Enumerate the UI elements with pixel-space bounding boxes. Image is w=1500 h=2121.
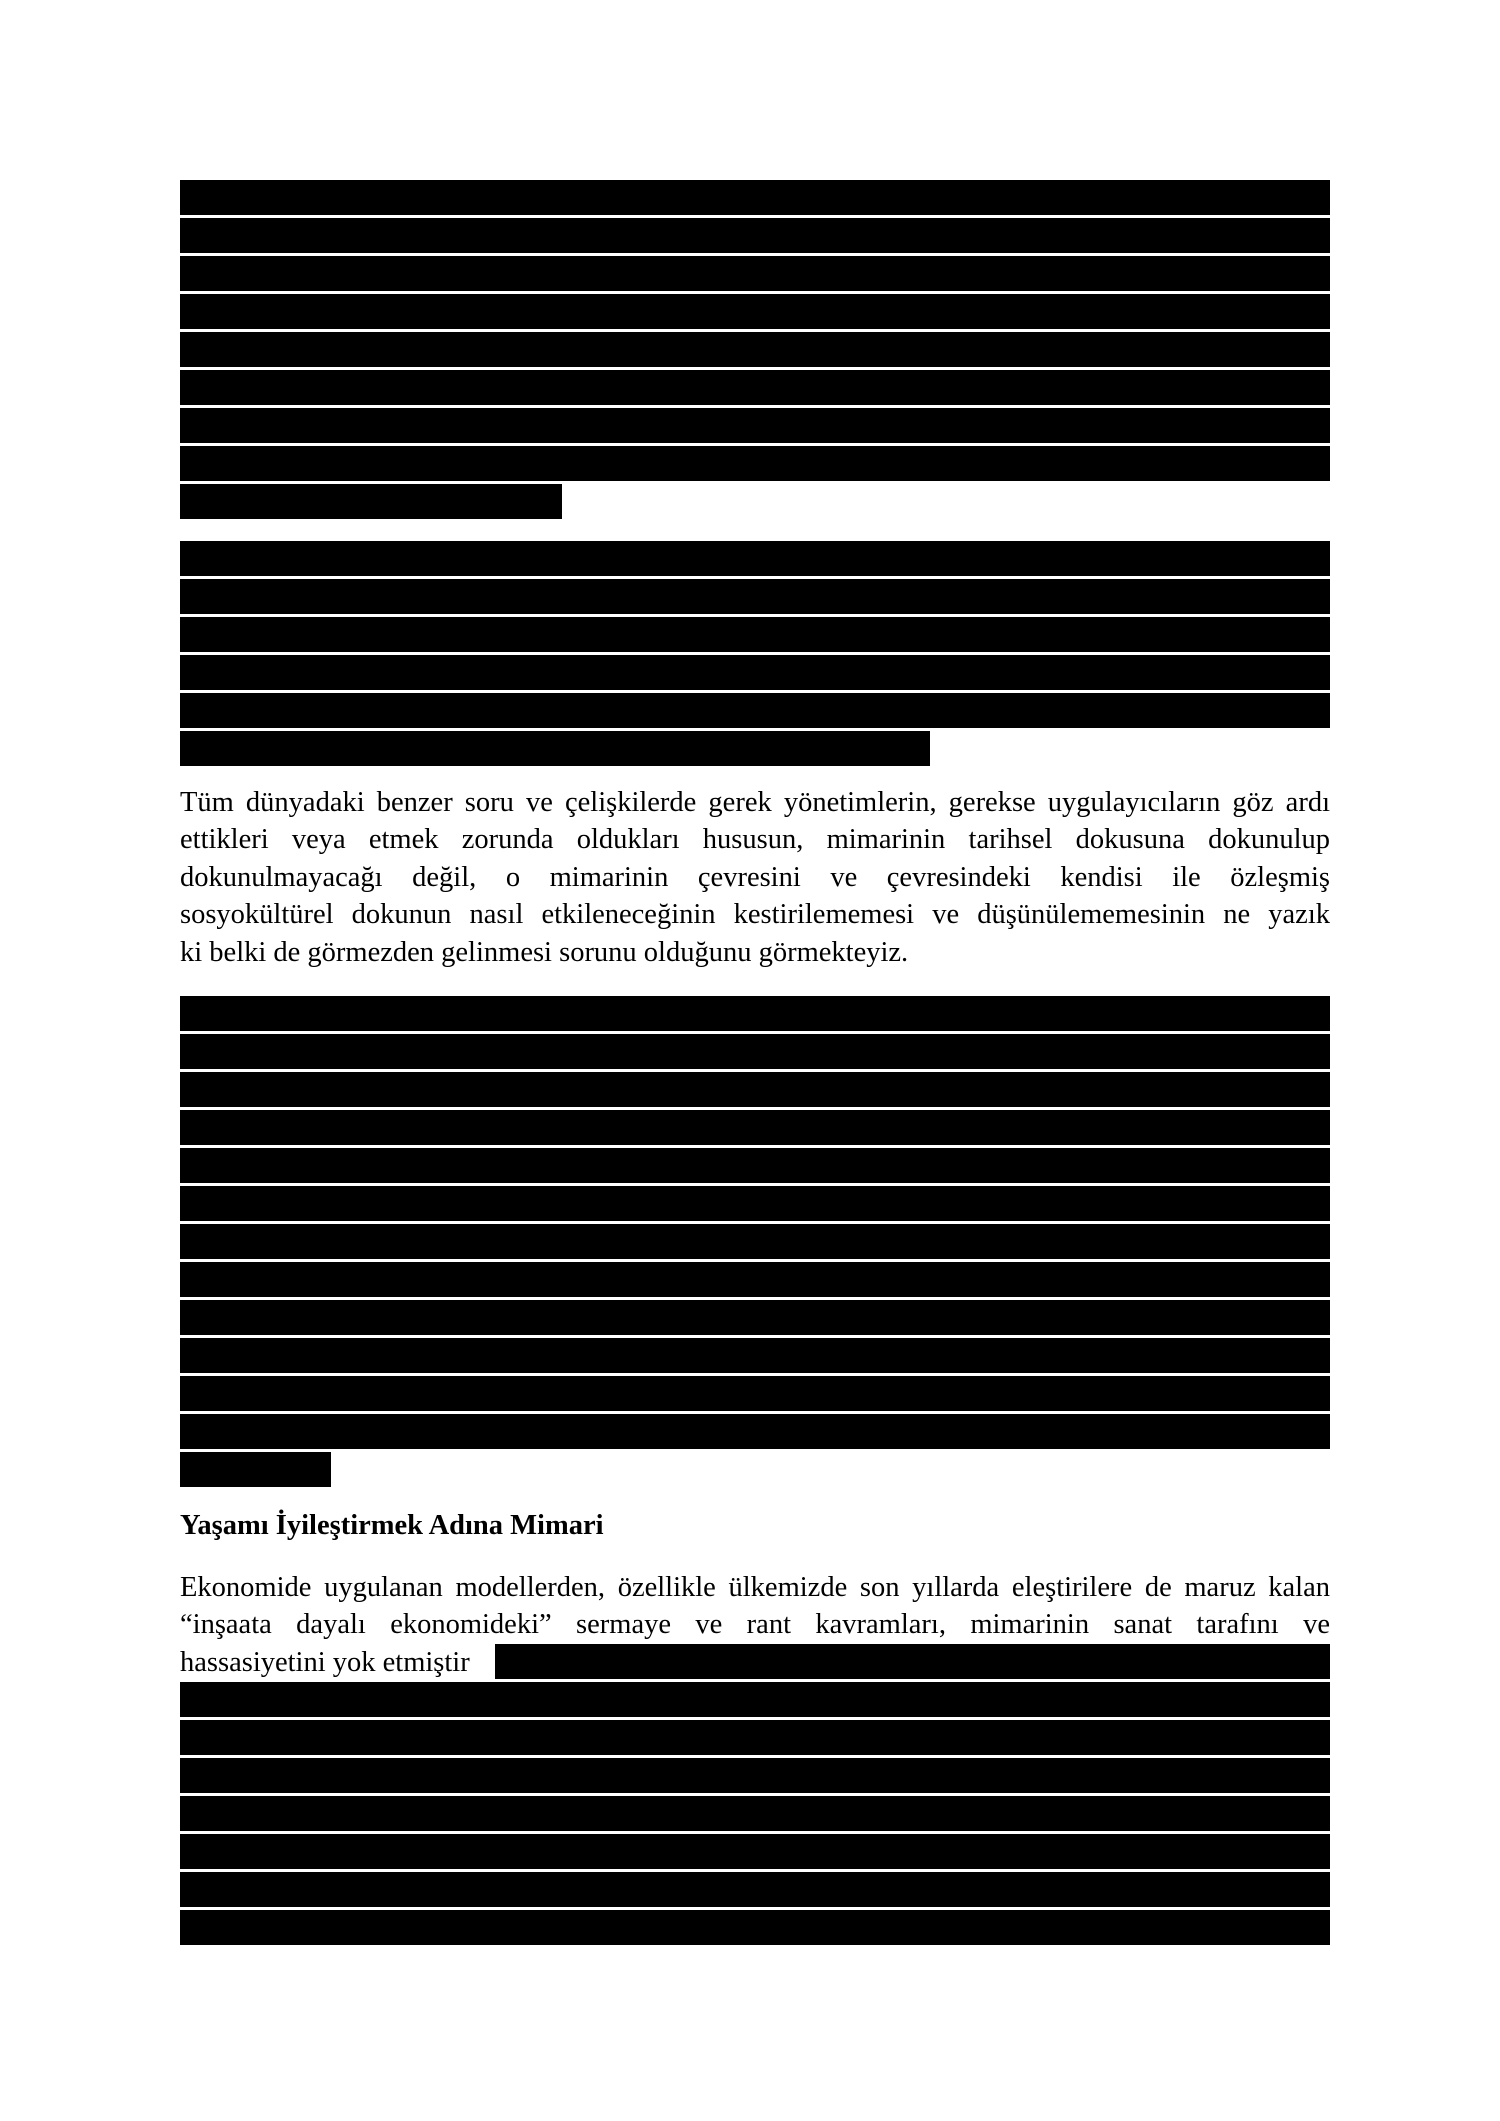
paragraph-line: dokunulmayacağı değil, o mimarinin çevresini ve çevresindeki kendisi ile özleşmiş xyxy=(180,862,1330,893)
redaction-bar xyxy=(180,1682,1330,1717)
redaction-bar xyxy=(180,1796,1330,1831)
redaction-bar xyxy=(180,370,1330,405)
redaction-bar xyxy=(180,693,1330,728)
redaction-bar xyxy=(180,1148,1330,1183)
redaction-bar xyxy=(180,1300,1330,1335)
redaction-bar xyxy=(180,1414,1330,1449)
paragraph-line: hassasiyetini yok etmiştir xyxy=(180,1647,470,1678)
paragraph-line: Ekonomide uygulanan modellerden, özellikle ülkemizde son yıllarda eleştirilere de maruz kalan xyxy=(180,1572,1330,1603)
redaction-bar xyxy=(180,1910,1330,1945)
redaction-bar xyxy=(180,655,1330,690)
redaction-bar xyxy=(180,408,1330,443)
redaction-bar xyxy=(180,1110,1330,1145)
redaction-bar xyxy=(180,996,1330,1031)
redaction-bar xyxy=(180,1720,1330,1755)
redaction-bar xyxy=(180,1034,1330,1069)
redaction-bar xyxy=(180,446,1330,481)
redaction-bar xyxy=(180,1872,1330,1907)
paragraph-line: sosyokültürel dokunun nasıl etkileneceğinin kestirilememesi ve düşünülememesinin ne yazık xyxy=(180,899,1330,930)
redaction-bar xyxy=(180,1452,331,1487)
redaction-bar xyxy=(180,256,1330,291)
paragraph-line: “inşaata dayalı ekonomideki” sermaye ve rant kavramları, mimarinin sanat tarafını ve xyxy=(180,1609,1330,1640)
redaction-bar xyxy=(495,1644,1330,1679)
redaction-bar xyxy=(180,1186,1330,1221)
redaction-bar xyxy=(180,1338,1330,1373)
paragraph-line: Tüm dünyadaki benzer soru ve çelişkilerde gerek yönetimlerin, gerekse uygulayıcıların göz ardı xyxy=(180,787,1330,818)
redaction-bar xyxy=(180,218,1330,253)
redaction-bar xyxy=(180,1224,1330,1259)
redaction-bar xyxy=(180,1834,1330,1869)
redaction-bar xyxy=(180,332,1330,367)
redaction-bar xyxy=(180,294,1330,329)
redaction-bar xyxy=(180,541,1330,576)
redaction-bar xyxy=(180,1262,1330,1297)
section-heading: Yaşamı İyileştirmek Adına Mimari xyxy=(180,1510,604,1541)
redaction-bar xyxy=(180,579,1330,614)
redaction-bar xyxy=(180,1376,1330,1411)
redaction-bar xyxy=(180,731,930,766)
paragraph-line: ki belki de görmezden gelinmesi sorunu olduğunu görmekteyiz. xyxy=(180,937,909,968)
redaction-bar xyxy=(180,484,562,519)
redaction-bar xyxy=(180,617,1330,652)
redaction-bar xyxy=(180,1758,1330,1793)
paragraph-line: ettikleri veya etmek zorunda oldukları hususun, mimarinin tarihsel dokusuna dokunulup xyxy=(180,824,1330,855)
redaction-bar xyxy=(180,180,1330,215)
redaction-bar xyxy=(180,1072,1330,1107)
